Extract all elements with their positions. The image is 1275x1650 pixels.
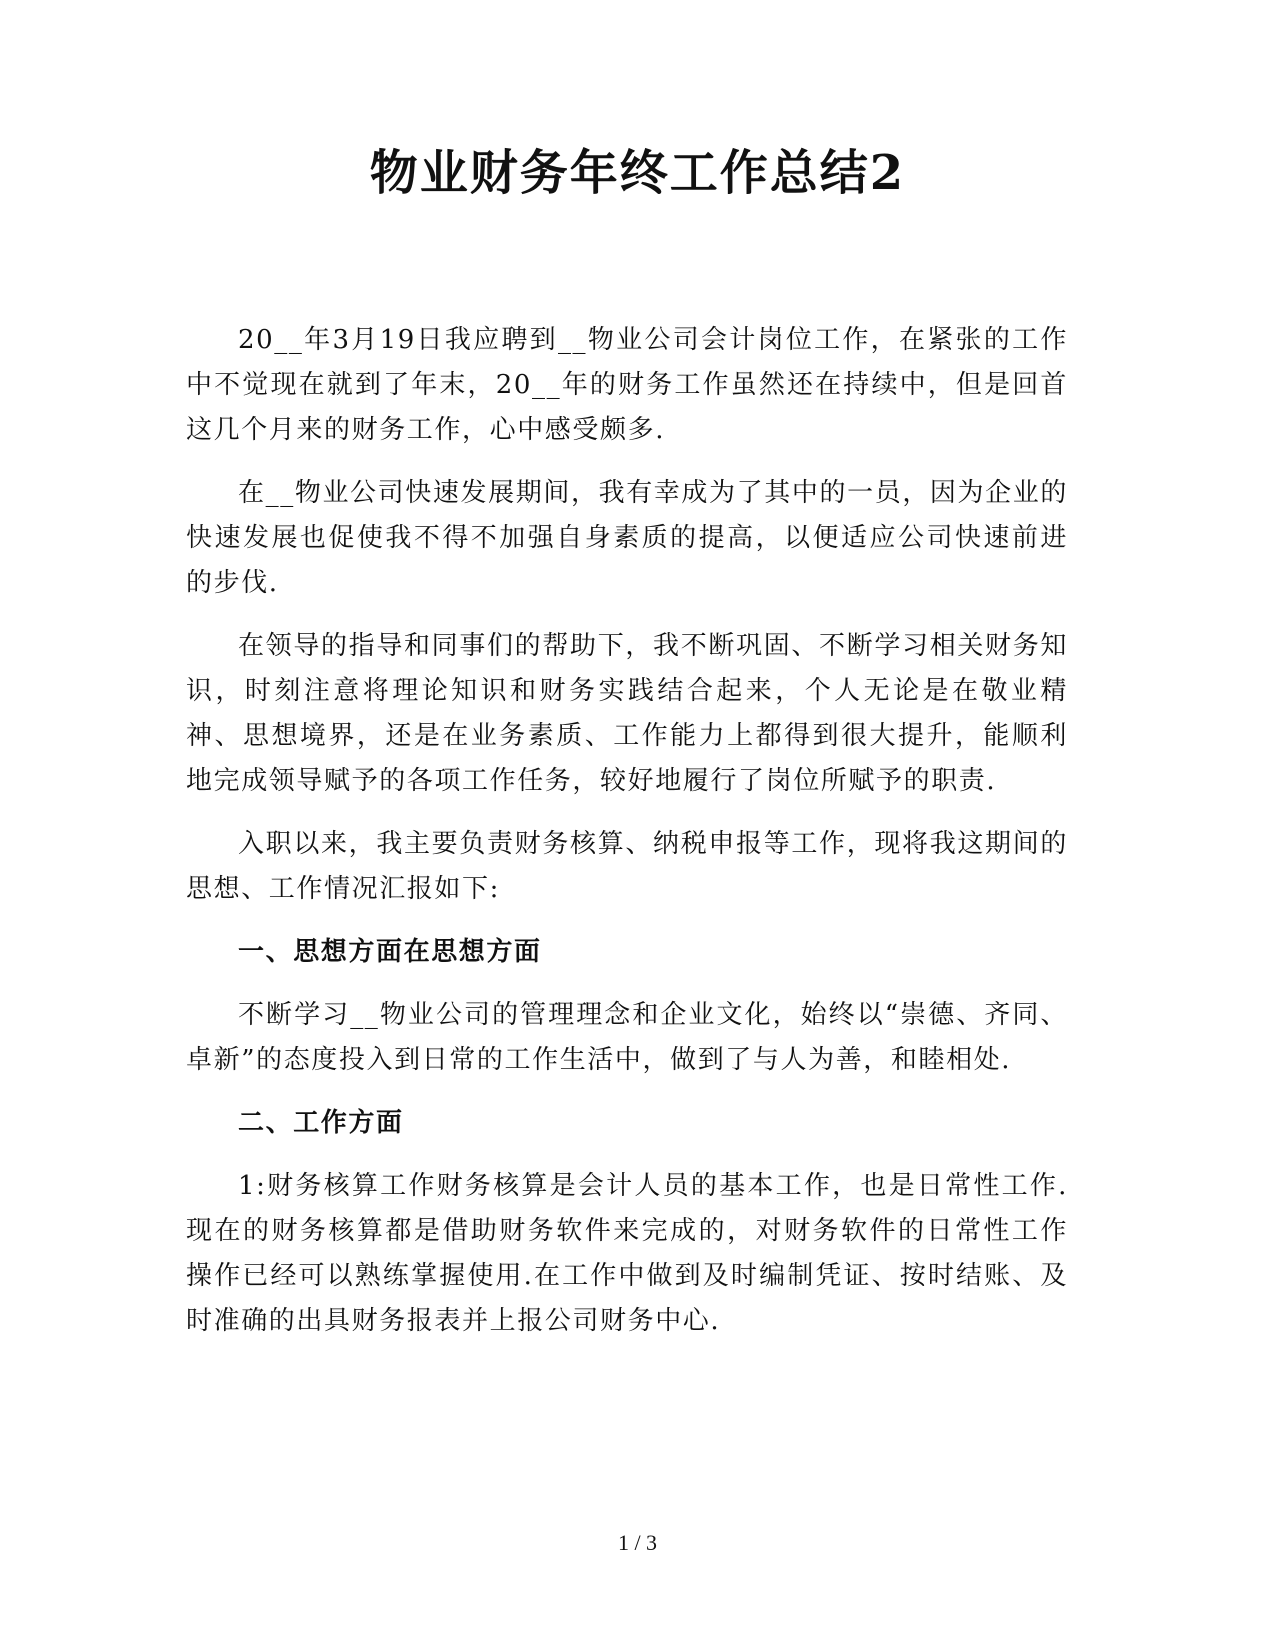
paragraph-responsibilities: 入职以来，我主要负责财务核算、纳税申报等工作，现将我这期间的思想、工作情况汇报如下: xyxy=(186,829,1068,904)
section-heading-work: 二、工作方面 xyxy=(238,1108,404,1138)
paragraph-company-growth: 在__物业公司快速发展期间，我有幸成为了其中的一员，因为企业的快速发展也促使我不得不加强自身素质的提高，以便适应公司快速前进的步伐. xyxy=(186,478,1068,598)
section-heading-thinking: 一、思想方面在思想方面 xyxy=(238,937,542,967)
page-title: 物业财务年终工作总结2 xyxy=(369,145,906,201)
document-body xyxy=(186,318,1068,1362)
paragraph-learning: 在领导的指导和同事们的帮助下，我不断巩固、不断学习相关财务知识，时刻注意将理论知识和财务实践结合起来，个人无论是在敬业精神、思想境界，还是在业务素质、工作能力上都得到很大提升，能顺利地完成领导赋予的各项工作任务，较好地履行了岗位所赋予的职责. xyxy=(186,631,1068,796)
page-number: 1 / 3 xyxy=(617,1530,658,1555)
paragraph-intro: 20__年3月19日我应聘到__物业公司会计岗位工作，在紧张的工作中不觉现在就到了年末，20__年的财务工作虽然还在持续中，但是回首这几个月来的财务工作，心中感受颇多. xyxy=(186,325,1068,445)
paragraph-accounting: 1:财务核算工作财务核算是会计人员的基本工作，也是日常性工作.现在的财务核算都是借助财务软件来完成的，对财务软件的日常性工作操作已经可以熟练掌握使用.在工作中做到及时编制凭证、按时结账、及时准确的出具财务报表并上报公司财务中心. xyxy=(186,1171,1068,1336)
paragraph-culture: 不断学习__物业公司的管理理念和企业文化，始终以“崇德、齐同、卓新”的态度投入到日常的工作生活中，做到了与人为善，和睦相处. xyxy=(186,1000,1068,1075)
